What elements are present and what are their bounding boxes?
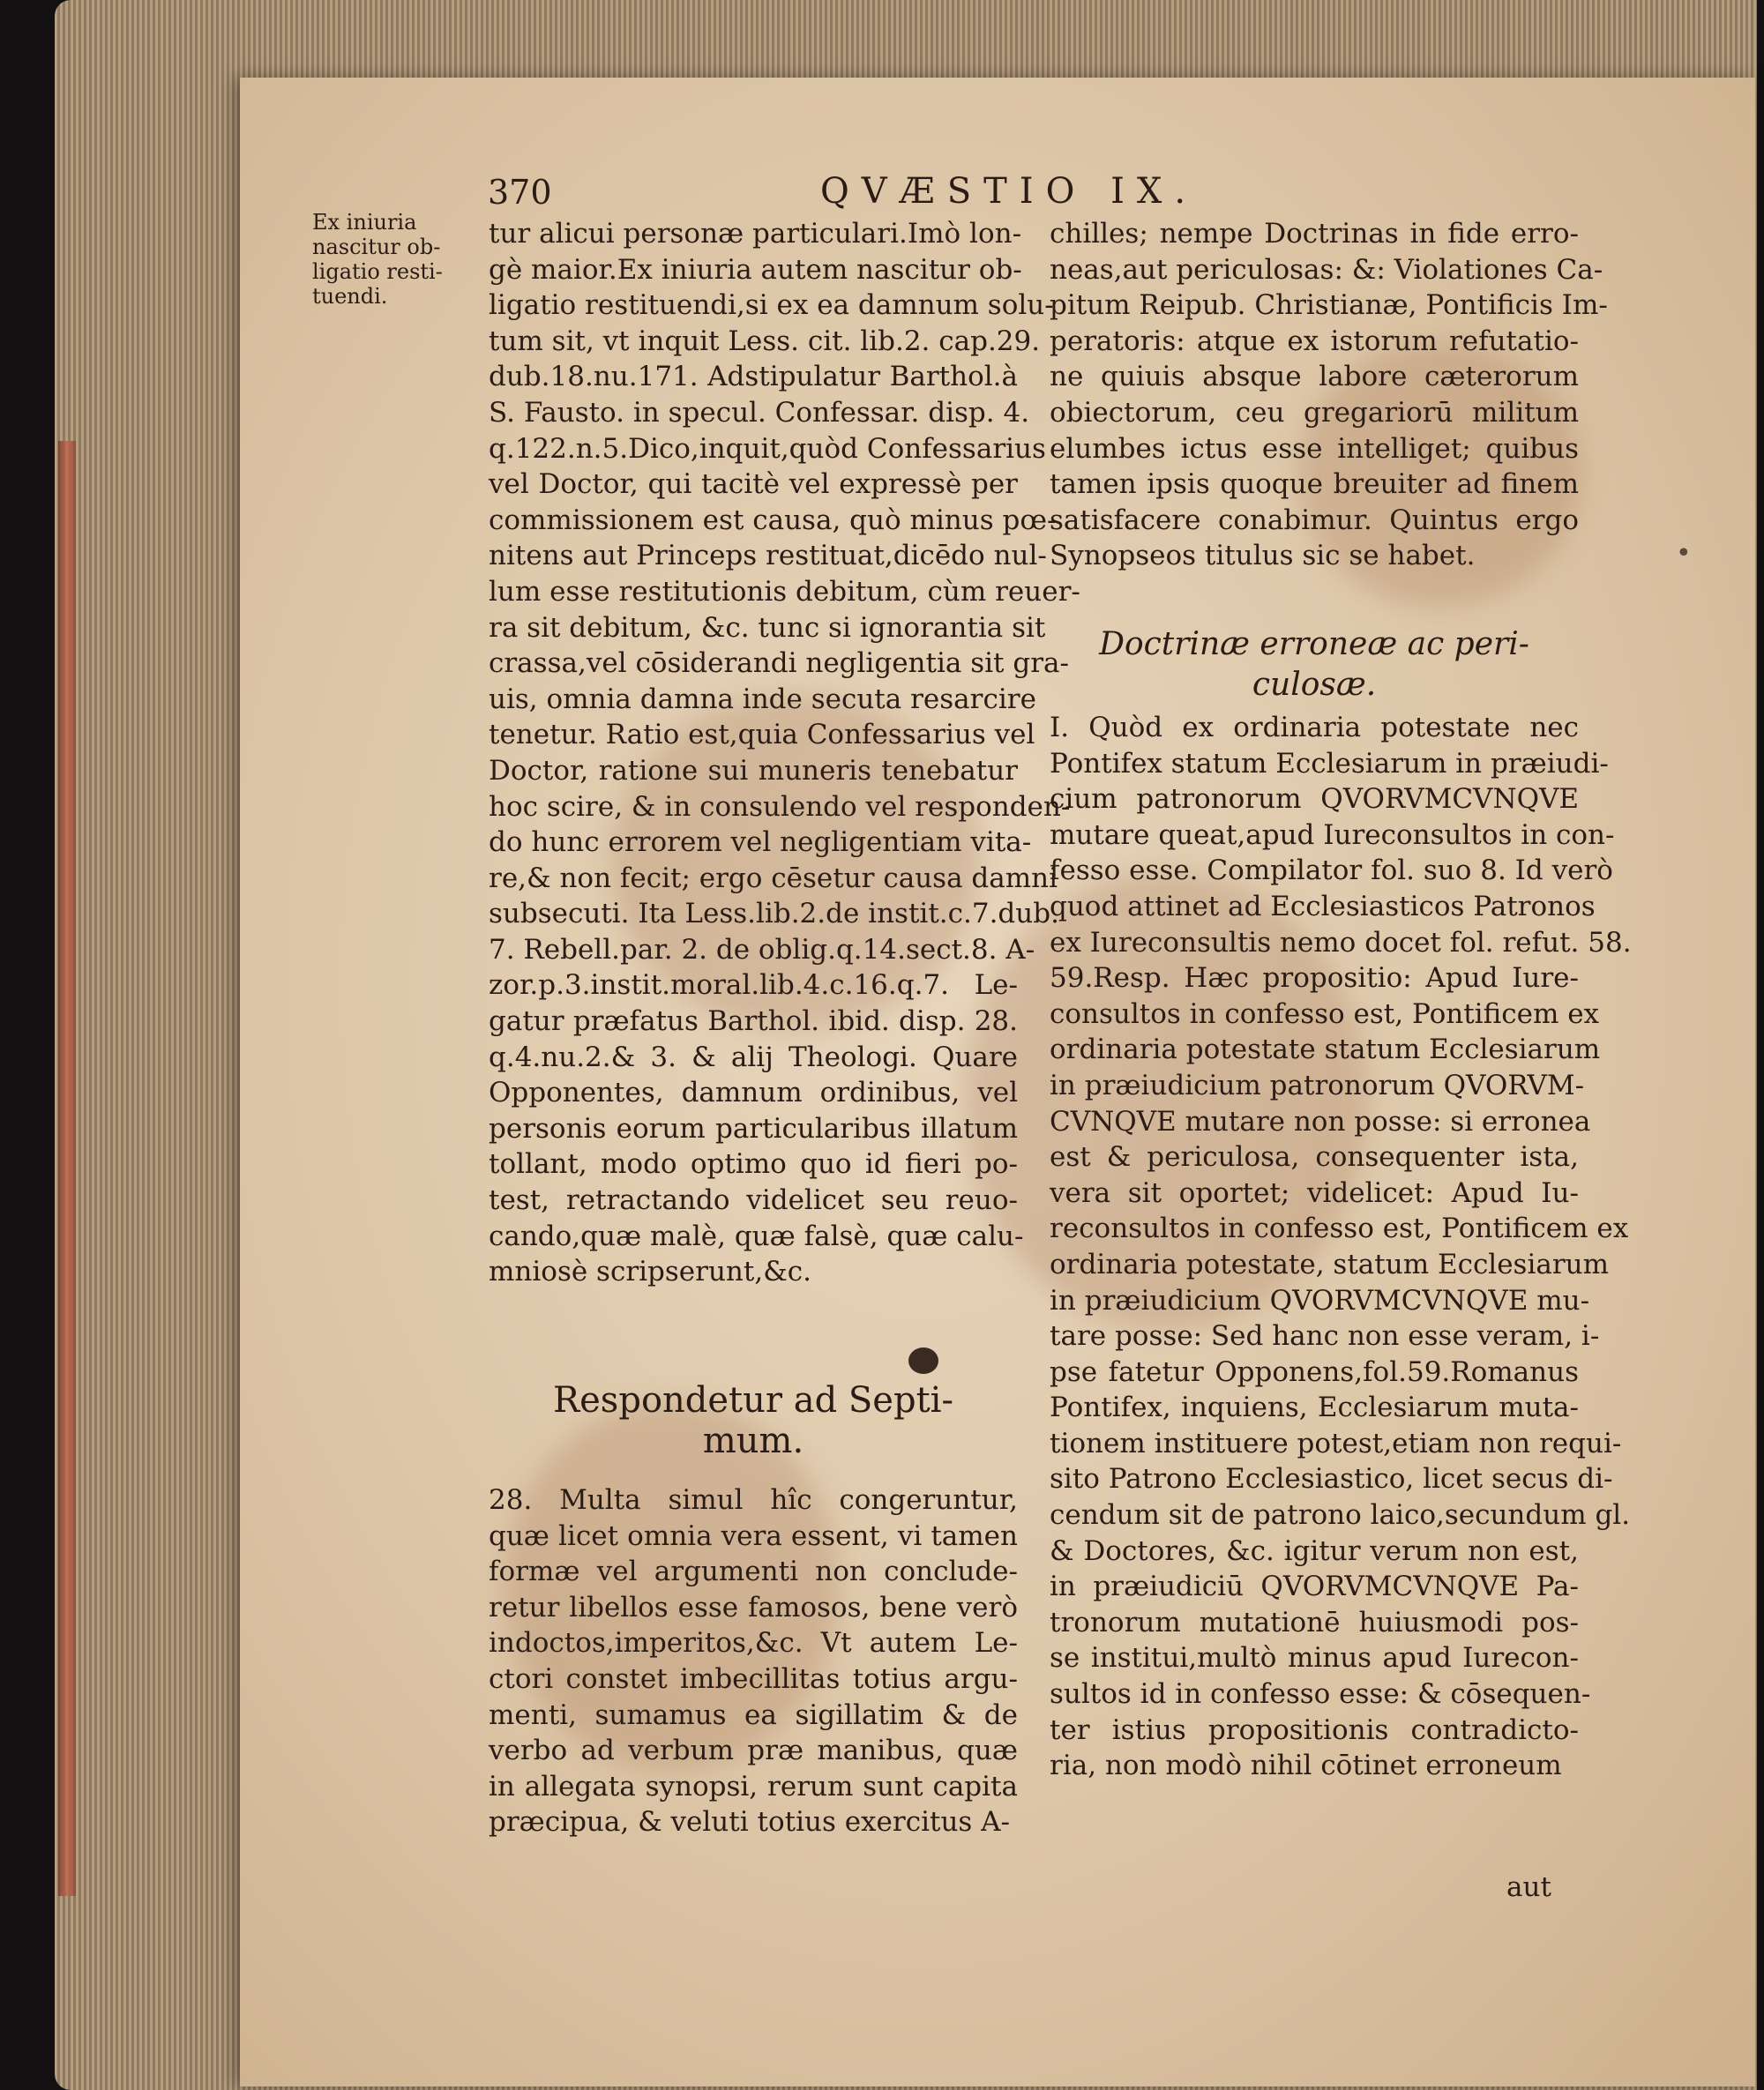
right-column-second-part	[1050, 710, 1632, 1784]
text-line: Synopseos titulus sic se habet.	[1050, 540, 1476, 572]
text-line: Doctor, ratione sui muneris tenebatur	[489, 754, 1018, 787]
text-line: zor.p.3.instit.moral.lib.4.c.16.q.7. Le-	[489, 969, 1018, 1002]
margin-note-line: ligatio resti-	[312, 259, 443, 284]
text-line: menti, sumamus ea sigillatim & de	[489, 1698, 1018, 1731]
right-heading-line: culosæ.	[1252, 667, 1377, 703]
text-line: personis eorum particularibus illatum	[489, 1112, 1018, 1145]
text-line: neas,aut periculosas: &: Violationes Ca-	[1050, 253, 1603, 286]
red-page-edge	[58, 441, 76, 1896]
text-line: sito Patrono Ecclesiastico, licet secus di-	[1050, 1463, 1613, 1496]
margin-note-line: nascitur ob-	[312, 235, 441, 259]
text-line: Opponentes, damnum ordinibus, vel	[489, 1077, 1018, 1109]
text-line: in præiudicium QVORVMCVNQVE mu-	[1050, 1284, 1590, 1317]
text-line: subsecuti. Ita Less.lib.2.de instit.c.7.dub.	[489, 898, 1059, 930]
text-line: do hunc errorem vel negligentiam vita-	[489, 826, 1032, 859]
right-heading-line: Doctrinæ erroneæ ac peri-	[1099, 626, 1529, 662]
text-line: ordinaria potestate statum Ecclesiarum	[1050, 1034, 1601, 1066]
text-line: I. Quòd ex ordinaria potestate nec	[1050, 712, 1579, 743]
text-line: vel Doctor, qui tacitè vel expressè per	[489, 468, 1018, 501]
catchword: aut	[1506, 1871, 1551, 1903]
page-number: 370	[488, 173, 552, 212]
text-line: in præiudiciū QVORVMCVNQVE Pa-	[1050, 1571, 1579, 1603]
left-heading-line: Respondetur ad Septi-	[553, 1380, 953, 1421]
text-line: tur alicui personæ particulari.Imò lon-	[489, 218, 1022, 250]
text-line: chilles; nempe Doctrinas in fide erro-	[1050, 218, 1579, 250]
text-line: q.4.nu.2.& 3. & alij Theologi. Quare	[489, 1041, 1018, 1073]
text-line: cando,quæ malè, quæ falsè, quæ calu-	[489, 1220, 1024, 1252]
text-line: ligatio restituendi,si ex ea damnum solu-	[489, 289, 1054, 322]
text-line: quod attinet ad Ecclesiasticos Patronos	[1050, 890, 1596, 922]
text-line: re,& non fecit; ergo cēsetur causa damni	[489, 862, 1058, 894]
text-line: Pontifex statum Ecclesiarum in præiudi-	[1050, 747, 1609, 780]
left-section-heading	[489, 1380, 1018, 1461]
text-line: verbo ad verbum præ manibus, quæ	[489, 1735, 1018, 1767]
text-line: gatur præfatus Barthol. ibid. disp. 28.	[489, 1005, 1018, 1038]
text-line: mniosè scripserunt,&c.	[489, 1256, 812, 1288]
text-line: cendum sit de patrono laico,secundum gl.	[1050, 1499, 1631, 1532]
text-line: tare posse: Sed hanc non esse veram, i-	[1050, 1320, 1600, 1353]
text-line: elumbes ictus esse intelliget; quibus	[1050, 432, 1579, 465]
margin-note	[312, 210, 443, 309]
text-line: retur libellos esse famosos, bene verò	[489, 1591, 1018, 1623]
text-line: 28. Multa simul hîc congeruntur,	[489, 1484, 1018, 1516]
text-line: pse fatetur Opponens,fol.59.Romanus	[1050, 1355, 1579, 1388]
text-line: Pontifex, inquiens, Ecclesiarum muta-	[1050, 1392, 1579, 1424]
text-line: & Doctores, &c. igitur verum non est,	[1050, 1534, 1579, 1567]
page-mark: •	[1676, 538, 1692, 569]
text-line: lum esse restitutionis debitum, cùm reuer-	[489, 575, 1080, 608]
text-line: peratoris: atque ex istorum refutatio-	[1050, 325, 1579, 357]
text-line: commissionem est causa, quò minus pœ-	[489, 504, 1057, 536]
text-line: formæ vel argumenti non conclude-	[489, 1556, 1018, 1588]
text-line: CVNQVE mutare non posse: si erronea	[1050, 1105, 1591, 1138]
text-line: quæ licet omnia vera essent, vi tamen	[489, 1519, 1018, 1552]
right-column	[1050, 216, 1608, 574]
text-line: in præiudicium patronorum QVORVM-	[1050, 1069, 1585, 1101]
text-line: reconsultos in confesso est, Pontificem ex	[1050, 1213, 1629, 1245]
text-line: tum sit, vt inquit Less. cit. lib.2. cap.29.	[489, 325, 1041, 357]
left-column-second-part	[489, 1482, 1018, 1840]
text-line: mutare queat,apud Iureconsultos in con-	[1050, 818, 1615, 851]
text-line: ne quiuis absque labore cæterorum	[1050, 361, 1579, 393]
text-line: vera sit oportet; videlicet: Apud Iu-	[1050, 1176, 1579, 1209]
text-line: sultos id in confesso esse: & cōsequen-	[1050, 1678, 1591, 1711]
text-line: tenetur. Ratio est,quia Confessarius vel	[489, 719, 1035, 751]
text-line: S. Fausto. in specul. Confessar. disp. 4.	[489, 396, 1030, 429]
left-column	[489, 216, 1080, 1290]
text-line: tronorum mutationē huiusmodi pos-	[1050, 1606, 1579, 1638]
text-line: tamen ipsis quoque breuiter ad finem	[1050, 468, 1579, 501]
text-line: ra sit debitum, &c. tunc si ignorantia sit	[489, 611, 1046, 644]
text-line: cium patronorum QVORVMCVNQVE	[1050, 783, 1579, 816]
text-line: ordinaria potestate, statum Ecclesiarum	[1050, 1248, 1610, 1280]
text-line: satisfacere conabimur. Quintus ergo	[1050, 504, 1579, 536]
right-section-heading	[1050, 624, 1579, 705]
text-line: q.122.n.5.Dico,inquit,quòd Confessarius	[489, 432, 1046, 465]
margin-note-line: Ex iniuria	[312, 210, 417, 235]
text-line: ctori constet imbecillitas totius argu-	[489, 1662, 1018, 1695]
text-line: 7. Rebell.par. 2. de oblig.q.14.sect.8. A-	[489, 933, 1035, 966]
text-line: nitens aut Princeps restituat,dicēdo nul-	[489, 540, 1047, 572]
text-line: ter istius propositionis contradicto-	[1050, 1713, 1579, 1746]
text-line: dub.18.nu.171. Adstipulatur Barthol.à	[489, 361, 1018, 393]
text-line: ex Iureconsultis nemo docet fol. refut. 58.	[1050, 926, 1632, 959]
margin-note-line: tuendi.	[312, 284, 388, 309]
text-line: 59.Resp. Hæc propositio: Apud Iure-	[1050, 962, 1579, 995]
ink-blot	[908, 1347, 938, 1374]
text-line: test, retractando videlicet seu reuo-	[489, 1184, 1018, 1217]
left-heading-line: mum.	[702, 1421, 804, 1461]
text-line: est & periculosa, consequenter ista,	[1050, 1141, 1579, 1174]
text-line: gè maior.Ex iniuria autem nascitur ob-	[489, 253, 1022, 286]
text-line: præcipua, & veluti totius exercitus A-	[489, 1806, 1011, 1839]
text-line: ria, non modò nihil cōtinet erroneum	[1050, 1750, 1562, 1782]
text-line: in allegata synopsi, rerum sunt capita	[489, 1770, 1018, 1803]
text-line: fesso esse. Compilator fol. suo 8. Id verò	[1050, 855, 1613, 887]
text-line: tollant, modo optimo quo id fieri po-	[489, 1148, 1018, 1181]
text-line: indoctos,imperitos,&c. Vt autem Le-	[489, 1627, 1018, 1660]
text-line: crassa,vel cōsiderandi negligentia sit gra-	[489, 647, 1069, 680]
running-head: QVÆSTIO IX.	[820, 171, 1199, 212]
text-line: consultos in confesso est, Pontificem ex	[1050, 997, 1600, 1030]
text-line: se institui,multò minus apud Iurecon-	[1050, 1642, 1579, 1675]
text-line: tionem instituere potest,etiam non requi-	[1050, 1427, 1622, 1459]
text-line: obiectorum, ceu gregariorū militum	[1050, 396, 1579, 429]
text-line: hoc scire, & in consulendo vel responden-	[489, 790, 1071, 823]
text-line: uis, omnia damna inde secuta resarcire	[489, 683, 1036, 715]
text-line: pitum Reipub. Christianæ, Pontificis Im-	[1050, 289, 1608, 322]
